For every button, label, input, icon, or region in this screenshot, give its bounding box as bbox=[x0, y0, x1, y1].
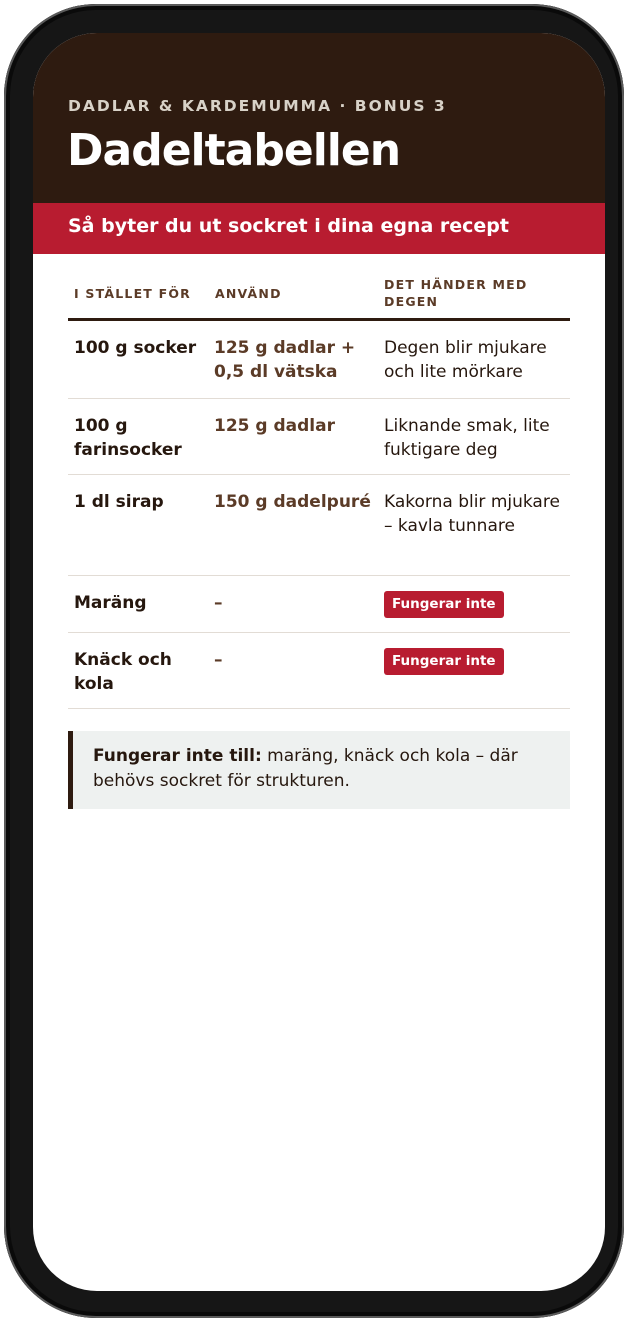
substitution-table bbox=[68, 271, 570, 709]
table-row bbox=[68, 321, 570, 399]
cell-result bbox=[384, 591, 570, 618]
cell-instead: Maräng bbox=[74, 593, 147, 613]
column-header-instead: I STÄLLET FÖR bbox=[74, 286, 191, 301]
page-header bbox=[33, 33, 605, 203]
note-text: maräng, knäck och kola – där behövs sockret för strukturen. bbox=[93, 746, 518, 791]
phone-frame bbox=[4, 4, 624, 1318]
status-badge: Fungerar inte bbox=[384, 591, 504, 618]
table-row bbox=[68, 633, 570, 709]
table-row bbox=[68, 399, 570, 475]
cell-instead: 100 g farinsocker bbox=[74, 416, 182, 460]
subtitle-bar bbox=[33, 203, 605, 254]
column-header-use: ANVÄND bbox=[215, 286, 282, 301]
screen bbox=[33, 33, 605, 1291]
page-title: Dadeltabellen bbox=[67, 125, 401, 176]
kicker: DADLAR & KARDEMUMMA · BONUS 3 bbox=[68, 97, 447, 115]
table-row bbox=[68, 475, 570, 576]
cell-result bbox=[384, 648, 570, 675]
note-lead: Fungerar inte till: bbox=[93, 746, 262, 766]
cell-use: – bbox=[214, 593, 223, 613]
cell-use: – bbox=[214, 650, 223, 670]
cell-instead: 1 dl sirap bbox=[74, 492, 164, 512]
table-row bbox=[68, 576, 570, 633]
cell-instead: 100 g socker bbox=[74, 338, 197, 358]
cell-use: 150 g dadelpuré bbox=[214, 492, 371, 512]
cell-use: 125 g dadlar + 0,5 dl vätska bbox=[214, 338, 356, 382]
cell-use: 125 g dadlar bbox=[214, 416, 335, 436]
subtitle: Så byter du ut sockret i dina egna recept bbox=[68, 215, 509, 237]
cell-result: Liknande smak, lite fuktigare deg bbox=[384, 416, 550, 460]
cell-result: Degen blir mjukare och lite mörkare bbox=[384, 338, 547, 382]
note-box bbox=[68, 731, 570, 809]
column-header-result: DET HÄNDER MED DEGEN bbox=[384, 277, 528, 309]
cell-result: Kakorna blir mjukare – kavla tunnare bbox=[384, 492, 560, 536]
table-header bbox=[68, 271, 570, 321]
status-badge: Fungerar inte bbox=[384, 648, 504, 675]
cell-instead: Knäck och kola bbox=[74, 650, 172, 694]
